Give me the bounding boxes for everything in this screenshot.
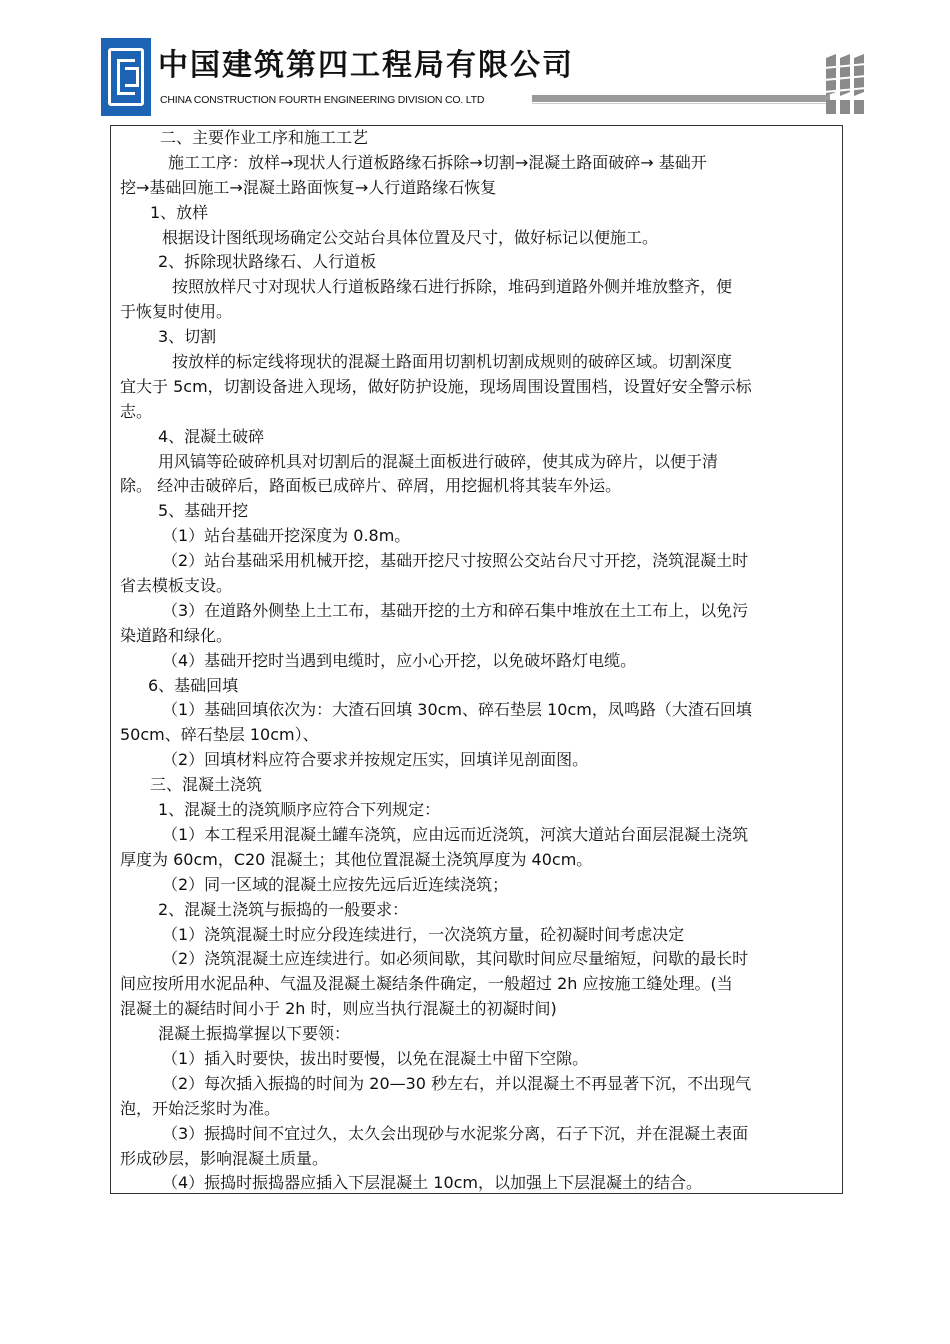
paragraph-line: （4）振捣时振捣器应插入下层混凝土 10cm，以加强上下层混凝土的结合。: [162, 1173, 703, 1193]
paragraph-line: （3）在道路外侧垫上土工布，基础开挖的土方和碎石集中堆放在土工布上，以免污: [162, 600, 749, 620]
paragraph-line: （1）站台基础开挖深度为 0.8m。: [162, 526, 411, 546]
paragraph-line: 50cm、碎石垫层 10cm）、: [120, 725, 319, 745]
subsection-heading: 1、放样: [150, 202, 209, 222]
subsection-heading: 2、拆除现状路缘石、人行道板: [158, 252, 377, 272]
paragraph-line: （2）站台基础采用机械开挖，基础开挖尺寸按照公交站台尺寸开挖，浇筑混凝土时: [162, 551, 749, 571]
section-heading: 三、混凝土浇筑: [150, 775, 263, 795]
paragraph-line: （2）回填材料应符合要求并按规定压实，回填详见剖面图。: [162, 750, 589, 770]
paragraph-line: （3）振捣时间不宜过久，太久会出现砂与水泥浆分离，石子下沉，并在混凝土表面: [162, 1123, 749, 1143]
paragraph-line: 除。 经冲击破碎后，路面板已成碎片、碎屑，用挖掘机将其装车外运。: [120, 476, 622, 496]
subsection-heading: 6、基础回填: [148, 675, 239, 695]
subsection-heading: 3、切割: [158, 327, 217, 347]
company-name-en: CHINA CONSTRUCTION FOURTH ENGINEERING DIVISION CO. LTD: [160, 94, 485, 106]
cscec-logo-icon: [101, 38, 151, 116]
section-heading: 二、主要作业工序和施工工艺: [160, 128, 369, 147]
paragraph-line: 按放样的标定线将现状的混凝土路面用切割机切割成规则的破碎区域。切割深度: [172, 352, 733, 372]
company-name-cn: 中国建筑第四工程局有限公司: [158, 48, 574, 83]
paragraph-line: 根据设计图纸现场确定公交站台具体位置及尺寸，做好标记以便施工。: [162, 227, 659, 247]
header-divider-shadow: [532, 103, 830, 104]
paragraph-line: 省去模板支设。: [120, 576, 233, 596]
paragraph-line: 间应按所用水泥品种、气温及混凝土凝结条件确定，一般超过 2h 应按施工缝处理。(当: [120, 974, 733, 994]
paragraph-line: 挖→基础回施工→混凝土路面恢复→人行道路缘石恢复: [120, 177, 497, 197]
paragraph-line: 形成砂层，影响混凝土质量。: [120, 1148, 329, 1168]
paragraph-line: 于恢复时使用。: [120, 302, 233, 322]
paragraph-line: 志。: [120, 401, 153, 421]
subsection-heading: 2、混凝土浇筑与振捣的一般要求：: [158, 899, 409, 919]
paragraph-line: （2）同一区域的混凝土应按先远后近连续浇筑；: [162, 874, 509, 894]
subsection-heading: 混凝土振捣掌握以下要领：: [158, 1024, 351, 1044]
paragraph-line: 混凝土的凝结时间小于 2h 时，则应当执行混凝土的初凝时间): [120, 999, 557, 1019]
paragraph-line: 染道路和绿化。: [120, 625, 233, 645]
paragraph-line: （1）浇筑混凝土时应分段连续进行，一次浇筑方量，砼初凝时间考虑决定: [162, 924, 685, 944]
paragraph-line: 宜大于 5cm，切割设备进入现场，做好防护设施，现场周围设置围档，设置好安全警示标: [120, 376, 752, 396]
paragraph-line: 用风镐等砼破碎机具对切割后的混凝土面板进行破碎，使其成为碎片，以便于清: [158, 451, 719, 471]
building-stripes-icon: [822, 52, 868, 116]
document-body: [120, 126, 836, 1196]
subsection-heading: 4、混凝土破碎: [158, 426, 265, 446]
paragraph-line: （4）基础开挖时当遇到电缆时，应小心开挖，以免破坏路灯电缆。: [162, 650, 637, 670]
paragraph-line: （1）插入时要快，拔出时要慢，以免在混凝土中留下空隙。: [162, 1048, 589, 1068]
subsection-heading: 5、基础开挖: [158, 501, 249, 521]
paragraph-line: （2）浇筑混凝土应连续进行。如必须间歇，其问歇时间应尽量缩短，问歇的最长时: [162, 949, 749, 969]
header-divider: [532, 95, 830, 102]
paragraph-line: （2）每次插入振捣的时间为 20—30 秒左右，并以混凝土不再显著下沉，不出现气: [162, 1073, 752, 1093]
paragraph-line: 按照放样尺寸对现状人行道板路缘石进行拆除，堆码到道路外侧并堆放整齐，便: [172, 277, 733, 297]
paragraph-line: （1）本工程采用混凝土罐车浇筑，应由远而近浇筑，河滨大道站台面层混凝土浇筑: [162, 824, 749, 844]
paragraph-line: 施工工序：放样→现状人行道板路缘石拆除→切割→混凝土路面破碎→ 基础开: [168, 152, 707, 172]
paragraph-line: 泡，开始泛浆时为准。: [120, 1098, 281, 1118]
paragraph-line: 厚度为 60cm，C20 混凝土；其他位置混凝土浇筑厚度为 40cm。: [120, 849, 593, 869]
paragraph-line: （1）基础回填依次为：大渣石回填 30cm、碎石垫层 10cm，凤鸣路（大渣石回填: [162, 700, 752, 720]
subsection-heading: 1、混凝土的浇筑顺序应符合下列规定：: [158, 800, 441, 820]
